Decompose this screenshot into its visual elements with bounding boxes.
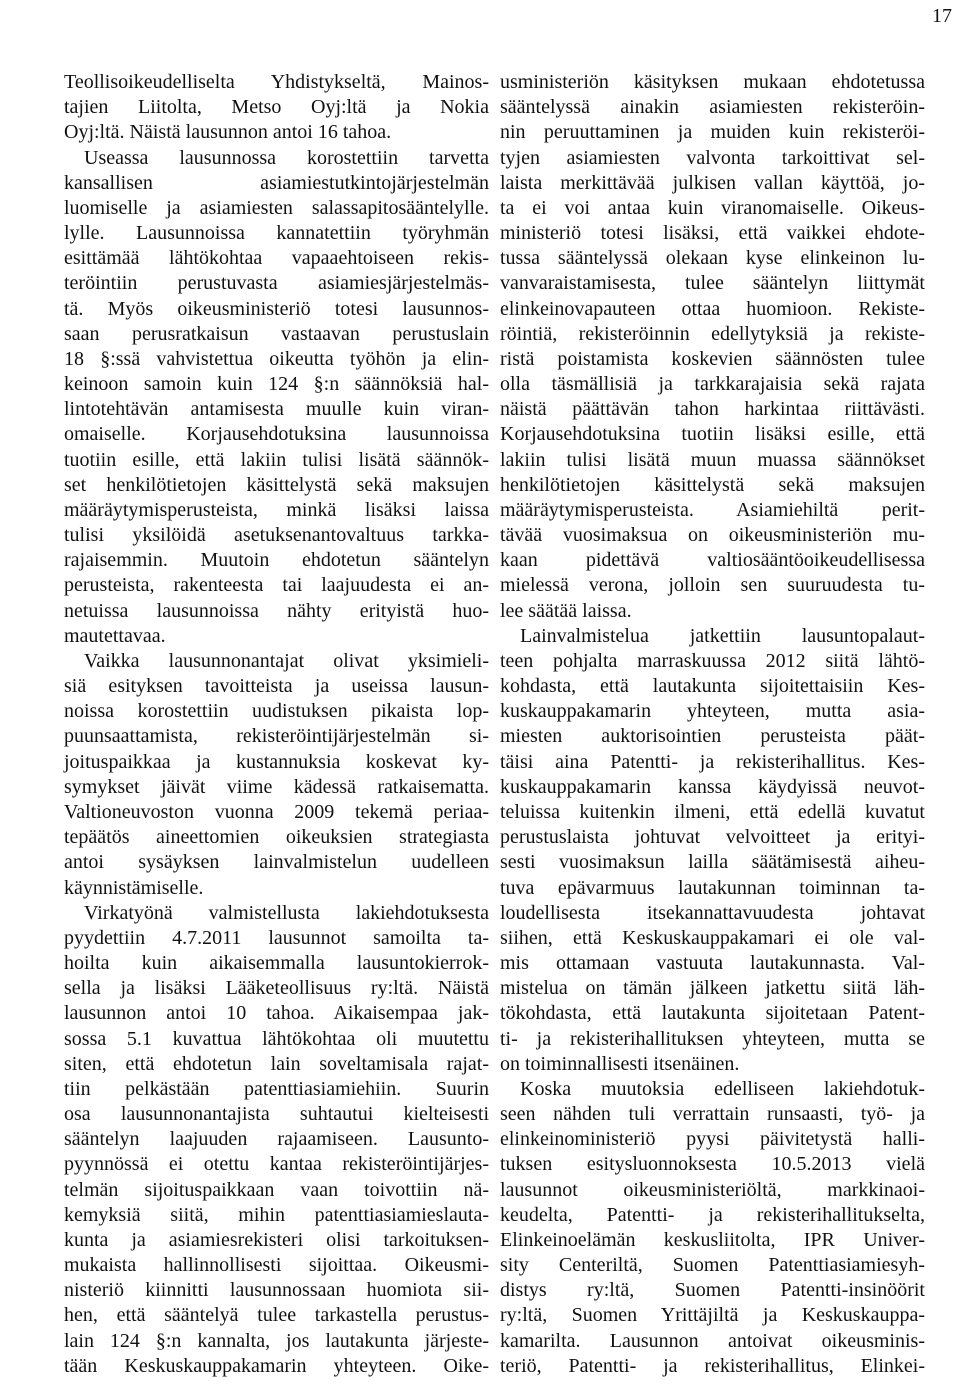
- text-line: puunsaattamista, rekisteröintijärjestelmän si-: [64, 725, 489, 748]
- text-line: omaiselle. Korjausehdotuksina lausunnoissa: [64, 423, 489, 446]
- page-number: 17: [932, 5, 952, 27]
- text-line: sity Centeriltä, Suomen Patenttiasiamiesyh-: [500, 1254, 925, 1277]
- text-line: elinkeinoministeriö pyysi päivitetystä halli-: [500, 1128, 925, 1151]
- text-line: ta ei voi antaa kuin viranomaiselle. Oikeus-: [500, 196, 925, 219]
- text-line: täisi aina Patentti- ja rekisterihallitus. Kes-: [500, 750, 925, 773]
- text-line: tökohdasta, että lautakunta sijoitetaan Patent-: [500, 1002, 925, 1025]
- text-line: symykset jäivät viime kädessä ratkaisematta.: [64, 775, 489, 798]
- text-line: osa lausunnonantajista suhtautui kielteisesti: [64, 1103, 489, 1126]
- text-line: luomiselle ja asiamiesten salassapitosääntelylle.: [64, 196, 489, 219]
- text-line: mistelua on tämän jälkeen jatkettu siitä läh-: [500, 977, 925, 1000]
- text-line: tussa sääntelyssä olekaan kyse elinkeinon lu-: [500, 247, 925, 270]
- text-line: tyjen asiamiesten valvonta tarkoittivat sel-: [500, 146, 925, 169]
- text-line: Teollisoikeudelliselta Yhdistykseltä, Mainos-: [64, 71, 489, 93]
- text-line: mis ottamaan vastuuta lautakunnasta. Val-: [500, 952, 925, 975]
- text-line: set henkilötietojen käsittelystä sekä maksujen: [64, 473, 489, 496]
- text-line: kemyksiä siitä, mihin patenttiasiamieslauta-: [64, 1203, 489, 1226]
- text-line: sella ja lisäksi Lääketeollisuus ry:ltä. Näistä: [64, 977, 489, 1000]
- text-line: mukaista hallinnollisesti sijoittaa. Oikeusmi-: [64, 1254, 489, 1277]
- text-line: tään Keskuskauppakamarin yhteyteen. Oike-: [64, 1354, 489, 1377]
- text-line: saan perusratkaisun vastaavan perustuslain: [64, 322, 489, 345]
- text-line: Vaikka lausunnonantajat olivat yksimieli-: [84, 649, 489, 672]
- text-line: hen, että sääntelyä tulee tarkastella perustus-: [64, 1304, 489, 1327]
- text-line: sääntelyssä ainakin asiamiesten rekisteröin-: [500, 96, 925, 119]
- text-line: Valtioneuvoston vuonna 2009 tekemä periaa-: [64, 800, 489, 823]
- text-line: esittämää lähtökohtaa vapaaehtoiseen rekis-: [64, 247, 489, 270]
- text-line: mielessä verona, jolloin sen suuruudesta tu-: [500, 574, 925, 597]
- text-line: röintiä, rekisteröinnin edellytyksiä ja rekiste-: [500, 322, 925, 345]
- text-line: telmän sijoituspaikkaan vaan toivottiin nä-: [64, 1178, 489, 1201]
- text-line: teluissa kuitenkin ilmeni, että edellä kuvatut: [500, 800, 925, 823]
- text-line: usministeriön käsityksen mukaan ehdotetussa: [500, 71, 925, 93]
- text-line: siten, että ehdotetun lain soveltamisala rajat-: [64, 1052, 489, 1075]
- text-line: kohdasta, että lautakunta sijoitettaisiin Kes-: [500, 675, 925, 698]
- text-line: teröintiin perustuvasta asiamiesjärjestelmäs-: [64, 272, 489, 295]
- text-line: ti- ja rekisterihallituksen yhteyteen, mutta se: [500, 1027, 925, 1050]
- text-line: kansallisen asiamiestutkintojärjestelmän: [64, 171, 489, 194]
- text-line: tuva epävarmuus lautakunnan toiminnan ta-: [500, 876, 925, 899]
- text-line: lausunnon antoi 10 tahoa. Aikaisempaa jak-: [64, 1002, 489, 1025]
- text-line: kuskauppakamarin kanssa käydyissä neuvot-: [500, 775, 925, 798]
- text-line: sesti vuosimaksun lailla säätämisestä aiheu-: [500, 851, 925, 874]
- text-line: ministeriö totesi lisäksi, että vaikkei ehdote-: [500, 222, 925, 245]
- text-line: loudellisesta itsekannattavuudesta johtavat: [500, 901, 925, 924]
- text-line: distys ry:ltä, Suomen Patentti-insinöörit: [500, 1279, 925, 1302]
- text-line: antoi sysäyksen lainvalmistelun uudelleen: [64, 851, 489, 874]
- text-line: pyynnössä ei otettu kantaa rekisteröintijärjes-: [64, 1153, 489, 1176]
- text-line: teriö, Patentti- ja rekisterihallitus, Elinkei-: [500, 1354, 925, 1377]
- text-line: sossa 5.1 kuvattua lähtökohtaa oli muutettu: [64, 1027, 489, 1050]
- text-line: tajien Liitolta, Metso Oyj:ltä ja Nokia: [64, 96, 489, 119]
- text-line: lain 124 §:n kannalta, jos lautakunta järjeste-: [64, 1329, 489, 1352]
- text-line: tuksen esitysluonnoksesta 10.5.2013 vielä: [500, 1153, 925, 1176]
- text-line: keinoon samoin kuin 124 §:n säännöksiä hal-: [64, 373, 489, 396]
- text-line: ry:ltä, Suomen Yrittäjiltä ja Keskuskauppa-: [500, 1304, 925, 1327]
- text-line: vanvaraistamisesta, tulee sääntelyn liittymät: [500, 272, 925, 295]
- text-line: näistä päättävän tahon harkintaa riittävästi.: [500, 398, 925, 421]
- text-line: hoilta kuin aikaisemmalla lausuntokierrok-: [64, 952, 489, 975]
- text-line: lintotehtävän antamisesta muulle kuin viran-: [64, 398, 489, 421]
- text-line: joituspaikkaa ja kustannuksia koskevat ky-: [64, 750, 489, 773]
- text-line: kuskauppakamarin yhteyteen, mutta asia-: [500, 700, 925, 723]
- text-line: kaan pidettävä valtiosääntöoikeudellisessa: [500, 549, 925, 572]
- text-line: siä esityksen tavoitteista ja useissa lausun-: [64, 675, 489, 698]
- text-line: perusteista, rakenteesta tai laajuudesta ei an-: [64, 574, 489, 597]
- text-line: perustuslaista johtuvat velvoitteet ja erityi-: [500, 826, 925, 849]
- text-line: nin peruuttaminen ja muiden kuin rekisteröi-: [500, 121, 925, 144]
- text-line: käynnistämiselle.: [64, 876, 204, 899]
- text-line: Lainvalmistelua jatkettiin lausuntopalaut-: [520, 624, 925, 647]
- text-line: kunta ja asiamiesrekisteri olisi tarkoituksen-: [64, 1228, 489, 1251]
- text-line: mautettavaa.: [64, 624, 166, 647]
- text-line: tepäätös aineettomien oikeuksien strategiasta: [64, 826, 489, 849]
- text-line: sääntelyn laajuuden rajaamiseen. Lausunto-: [64, 1128, 489, 1151]
- text-line: lylle. Lausunnoissa kannatettiin työryhmän: [64, 222, 489, 245]
- text-line: on toiminnallisesti itsenäinen.: [500, 1052, 740, 1075]
- text-line: olla täsmällisiä ja tarkkarajaisia sekä rajata: [500, 373, 925, 396]
- text-line: elinkeinovapauteen ottaa huomioon. Rekiste-: [500, 297, 925, 320]
- text-line: tuotiin esille, että lakiin tulisi lisätä säännök-: [64, 448, 489, 471]
- text-line: nisteriö kiinnitti lausunnossaan huomiota sii-: [64, 1279, 489, 1302]
- text-line: tä. Myös oikeusministeriö totesi lausunnos-: [64, 297, 489, 320]
- text-line: henkilötietojen käsittelystä sekä maksujen: [500, 473, 925, 496]
- text-line: määräytymisperusteista. Asiamiehiltä perit-: [500, 498, 925, 521]
- text-line: 18 §:ssä vahvistettua oikeutta työhön ja elin-: [64, 347, 489, 370]
- text-line: netuissa lausunnoissa nähty erityistä huo-: [64, 599, 489, 622]
- text-line: Elinkeinoelämän keskusliitolta, IPR Univer-: [500, 1228, 925, 1251]
- text-line: Virkatyönä valmistellusta lakiehdotuksesta: [84, 901, 489, 924]
- text-line: laista merkittävää julkisen vallan käyttöä, jo-: [500, 171, 925, 194]
- text-line: pyydettiin 4.7.2011 lausunnot samoilta ta-: [64, 926, 489, 949]
- text-line: tävää vuosimaksua on oikeusministeriön mu-: [500, 524, 925, 547]
- text-line: Koska muutoksia edelliseen lakiehdotuk-: [520, 1077, 925, 1100]
- left-column: [64, 70, 489, 1379]
- text-line: Korjausehdotuksina tuotiin lisäksi esille, että: [500, 423, 925, 446]
- text-line: Useassa lausunnossa korostettiin tarvetta: [84, 146, 489, 169]
- text-line: teen pohjalta marraskuussa 2012 siitä lähtö-: [500, 649, 925, 672]
- text-line: lakiin tulisi lisätä muun muassa säännökset: [500, 448, 925, 471]
- text-line: rajaisemmin. Muutoin ehdotetun sääntelyn: [64, 549, 489, 572]
- right-column: [500, 70, 925, 1379]
- text-line: tiin pelkästään patenttiasiamiehiin. Suurin: [64, 1077, 489, 1100]
- text-line: keudelta, Patentti- ja rekisterihallitukselta,: [500, 1203, 925, 1226]
- text-line: miesten auktorisointien perusteista päät-: [500, 725, 925, 748]
- text-line: tulisi yksilöidä asetuksenantovaltuus tarkka-: [64, 524, 489, 547]
- text-line: ristä poistamista koskevien säännösten tulee: [500, 347, 925, 370]
- text-line: kamarilta. Lausunnon antoivat oikeusminis-: [500, 1329, 925, 1352]
- text-line: lausunnot oikeusministeriöltä, markkinaoi-: [500, 1178, 925, 1201]
- text-line: määräytymisperusteista, minkä lisäksi laissa: [64, 498, 489, 521]
- text-line: Oyj:ltä. Näistä lausunnon antoi 16 tahoa.: [64, 121, 392, 144]
- text-line: lee säätää laissa.: [500, 599, 632, 622]
- text-line: siihen, että Keskuskauppakamari ei ole val-: [500, 926, 925, 949]
- text-line: noissa korostettiin uudistuksen pikaista lop-: [64, 700, 489, 723]
- text-line: seen nähden tuli verrattain runsaasti, työ- ja: [500, 1103, 925, 1126]
